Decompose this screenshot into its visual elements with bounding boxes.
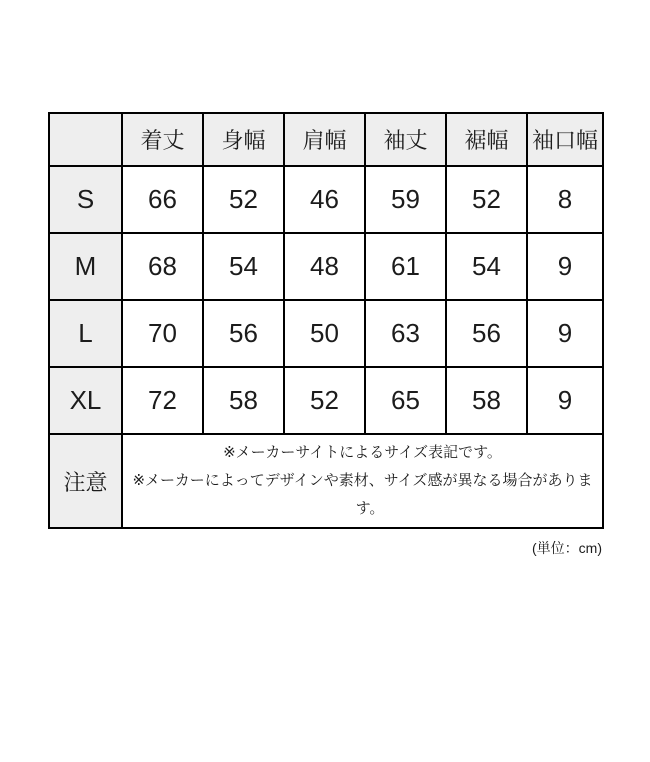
column-header-sodeguchihaba: 袖口幅 bbox=[527, 113, 603, 166]
table-row-s bbox=[49, 166, 603, 233]
note-line-2: ※メーカーによってデザインや素材、サイズ感が異なる場合があります。 bbox=[132, 472, 593, 517]
value-cell: 46 bbox=[284, 166, 365, 233]
value-cell: 9 bbox=[527, 300, 603, 367]
unit-label: (単位：cm) bbox=[532, 540, 602, 556]
value-cell: 9 bbox=[527, 233, 603, 300]
value-cell: 65 bbox=[365, 367, 446, 434]
value-cell: 54 bbox=[203, 233, 284, 300]
value-cell: 72 bbox=[122, 367, 203, 434]
table-row-xl bbox=[49, 367, 603, 434]
value-cell: 59 bbox=[365, 166, 446, 233]
header-row bbox=[49, 113, 603, 166]
notes-row bbox=[49, 434, 603, 528]
value-cell: 66 bbox=[122, 166, 203, 233]
value-cell: 50 bbox=[284, 300, 365, 367]
value-cell: 56 bbox=[203, 300, 284, 367]
table-row-m bbox=[49, 233, 603, 300]
value-cell: 52 bbox=[284, 367, 365, 434]
value-cell: 8 bbox=[527, 166, 603, 233]
value-cell: 58 bbox=[203, 367, 284, 434]
value-cell: 61 bbox=[365, 233, 446, 300]
corner-cell bbox=[49, 113, 122, 166]
column-header-katahaba: 肩幅 bbox=[284, 113, 365, 166]
notes-label: 注意 bbox=[49, 434, 122, 528]
value-cell: 68 bbox=[122, 233, 203, 300]
value-cell: 52 bbox=[446, 166, 527, 233]
page bbox=[0, 112, 650, 762]
column-header-chakutake: 着丈 bbox=[122, 113, 203, 166]
size-chart-table bbox=[48, 112, 604, 529]
size-label-s: S bbox=[49, 166, 122, 233]
notes-cell bbox=[122, 434, 603, 528]
size-chart-container bbox=[48, 112, 602, 558]
value-cell: 58 bbox=[446, 367, 527, 434]
value-cell: 54 bbox=[446, 233, 527, 300]
column-header-susohaba: 裾幅 bbox=[446, 113, 527, 166]
size-label-m: M bbox=[49, 233, 122, 300]
value-cell: 56 bbox=[446, 300, 527, 367]
size-label-xl: XL bbox=[49, 367, 122, 434]
value-cell: 70 bbox=[122, 300, 203, 367]
note-line-1: ※メーカーサイトによるサイズ表記です。 bbox=[223, 444, 502, 462]
value-cell: 48 bbox=[284, 233, 365, 300]
value-cell: 63 bbox=[365, 300, 446, 367]
value-cell: 52 bbox=[203, 166, 284, 233]
size-label-l: L bbox=[49, 300, 122, 367]
column-header-mihaba: 身幅 bbox=[203, 113, 284, 166]
table-row-l bbox=[49, 300, 603, 367]
column-header-sodetake: 袖丈 bbox=[365, 113, 446, 166]
value-cell: 9 bbox=[527, 367, 603, 434]
